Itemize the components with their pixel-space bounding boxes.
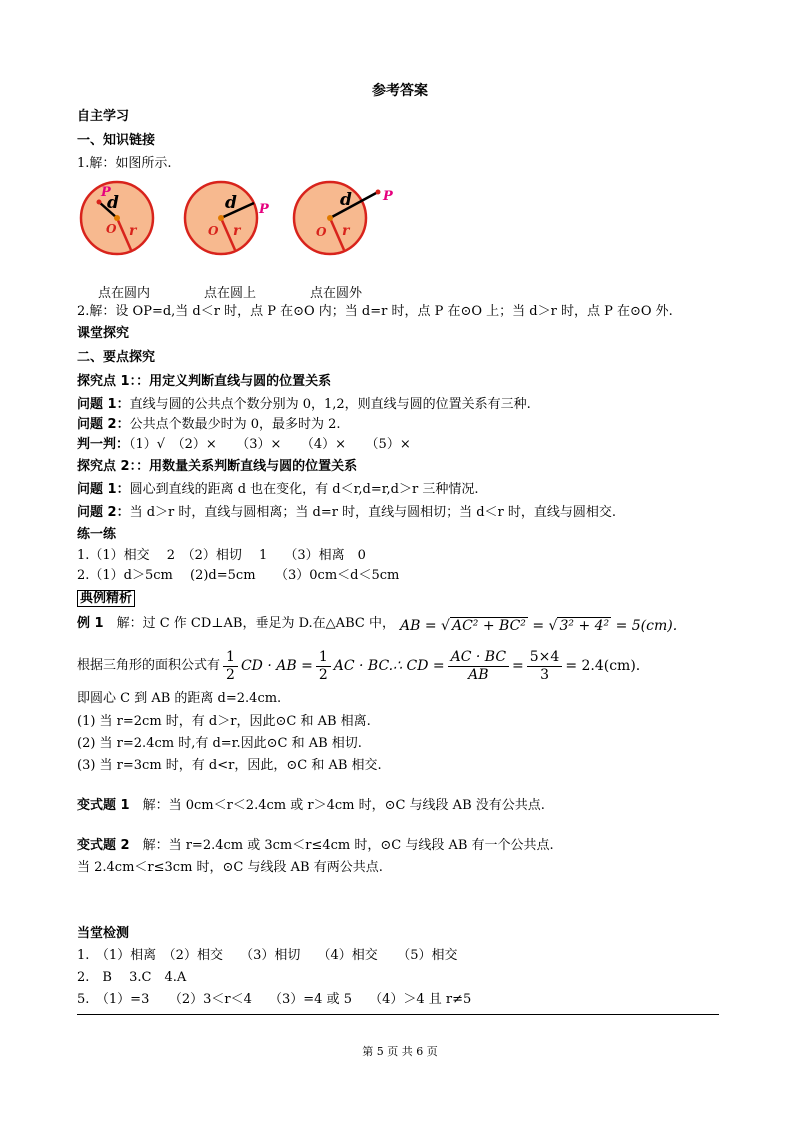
question-1: 问题 1：直线与圆的公共点个数分别为 0，1,2，则直线与圆的位置关系有三种. [77,397,531,412]
section-lian: 练一练 [77,527,117,542]
explore-point-2: 探究点 2：：用数量关系判断直线与圆的位置关系 [77,459,358,474]
answer-1: 1.解：如图所示. [77,156,172,171]
area-formula: 根据三角形的面积公式有 $\frac{1}{2}$ CD · AB = $\frac{1}{2}$ AC · BC.∴ CD = $\frac{AC \cdot BC}{AB}$ = $\frac{5\times 4}{3}$ = 2.4(cm). [77,648,641,683]
o-label: O [106,222,117,236]
distance-statement: 即圆心 C 到 AB 的距离 d=2.4cm. [77,691,282,706]
d-label: d [340,190,352,210]
r-label: r [129,223,137,239]
section-dianli: 典例精析 [77,590,135,608]
case-1: (1) 当 r=2cm 时，有 d＞r，因此⊙C 和 AB 相离. [77,714,371,729]
case-2: (2) 当 r=2.4cm 时,有 d=r.因此⊙C 和 AB 相切. [77,736,362,751]
answer-2: 2.解：设 OP=d,当 d＜r 时，点 P 在⊙O 内；当 d=r 时，点 P 在⊙O 上；当 d＞r 时，点 P 在⊙O 外. [77,304,673,319]
d-label: d [225,193,237,213]
caption-outside: 点在圆外 [310,286,363,301]
p-label: P [259,202,269,217]
page-number: 第 5 页 共 6 页 [362,1045,438,1058]
variant-2: 变式题 2 解：当 r=2.4cm 或 3cm＜r≤4cm 时，⊙C 与线段 AB 有一个公共点. [77,838,554,853]
section-zizhu: 自主学习 [77,109,130,124]
p-label: P [101,185,111,200]
section-yaodian: 二、要点探究 [77,350,156,365]
question-2: 问题 2：公共点个数最少时为 0，最多时为 2. [77,417,341,432]
question-2b: 问题 2：当 d＞r 时，直线与圆相离；当 d=r 时，直线与圆相切；当 d＜r 时，直线与圆相交. [77,505,617,520]
r-label: r [342,223,350,239]
footer-divider [77,1014,719,1015]
judge-answers: 判一判：（1）√ （2）× （3）× （4）× （5）× [77,437,411,452]
p-label: P [383,189,393,204]
o-label: O [208,224,219,238]
variant-2-cont: 当 2.4cm＜r≤3cm 时，⊙C 与线段 AB 有两公共点. [77,860,383,875]
example-1-equation: AB = √ AC² + BC² = √ 3² + 4² = 5(cm). [400,618,678,634]
explore-point-1: 探究点 1：：用定义判断直线与圆的位置关系 [77,374,332,389]
check-1: 1. （1）相离 （2）相交 （3）相切 （4）相交 （5）相交 [77,948,458,963]
caption-on: 点在圆上 [204,286,257,301]
circle-figure-outside [290,178,400,258]
check-2: 2. B 3.C 4.A [77,970,187,985]
caption-inside: 点在圆内 [98,286,151,301]
case-3: (3) 当 r=3cm 时，有 d<r，因此，⊙C 和 AB 相交. [77,758,382,773]
variant-1: 变式题 1 解：当 0cm＜r＜2.4cm 或 r＞4cm 时，⊙C 与线段 AB 没有公共点. [77,798,545,813]
example-1: 例 1 解：过 C 作 CD⊥AB，垂足为 D.在△ABC 中， [77,616,395,631]
practice-2: 2.（1）d＞5cm (2)d=5cm （3）0cm＜d＜5cm [77,568,400,583]
circle-figure-on [181,178,269,258]
o-label: O [316,225,327,239]
d-label: d [107,193,119,213]
page-title: 参考答案 [372,83,428,99]
section-ketang: 课堂探究 [77,326,130,341]
section-zhishi: 一、知识链接 [77,133,156,148]
r-label: r [233,223,241,239]
section-dangtang: 当堂检测 [77,926,130,941]
question-1b: 问题 1：圆心到直线的距离 d 也在变化，有 d＜r,d=r,d＞r 三种情况. [77,482,479,497]
practice-1: 1.（1）相交 2 （2）相切 1 （3）相离 0 [77,548,366,563]
check-5: 5. （1）=3 （2）3＜r＜4 （3）=4 或 5 （4）＞4 且 r≠5 [77,992,472,1007]
circle-figure-inside [77,178,157,258]
